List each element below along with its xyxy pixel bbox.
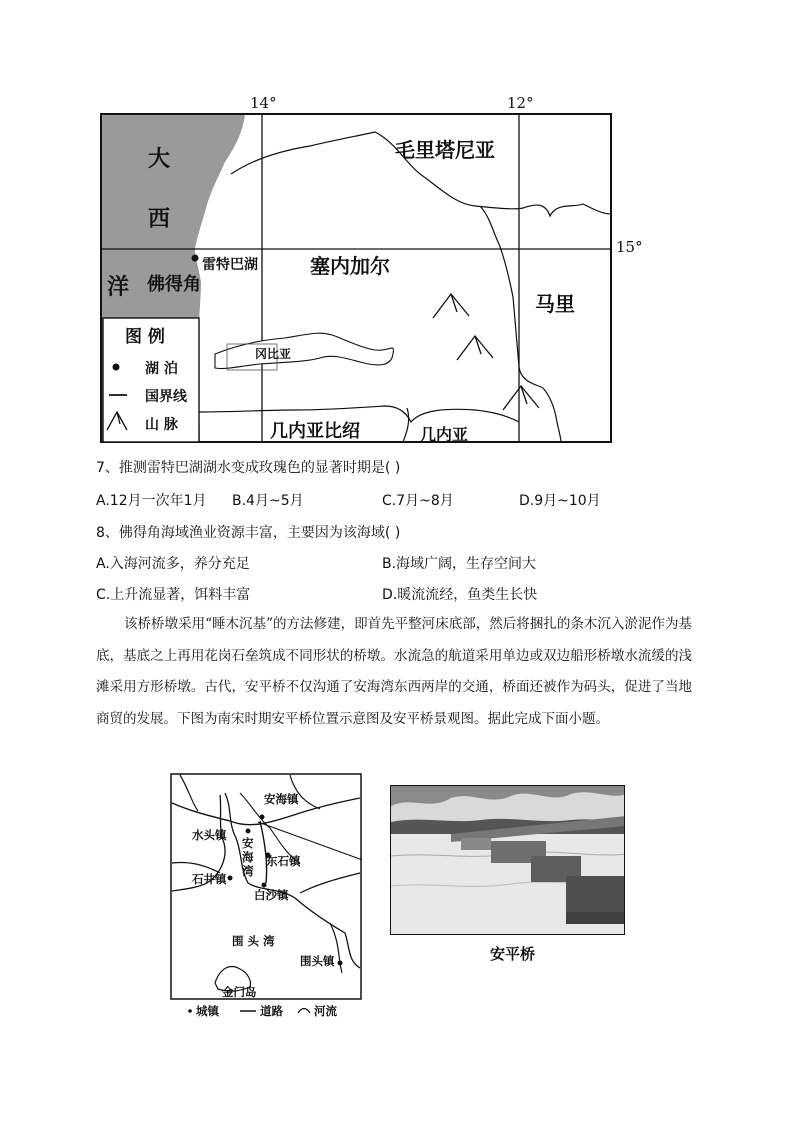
ocean-label-2: 西: [148, 206, 171, 232]
legend-title: 图 例: [125, 327, 165, 347]
question-8-stem: 8、佛得角海域渔业资源丰富，主要因为该海域( ): [96, 525, 401, 541]
town-shuitou: 水头镇: [192, 828, 227, 842]
bay-char-2: 海: [242, 850, 254, 864]
ocean-label-3: 洋: [107, 274, 130, 300]
passage-paragraph: 该桥桥墩采用“睡木沉基”的方法修建，即首先平整河床底部，然后将捆扎的条木沉入淤泥作为基底，基底之上再用花岗石垒筑成不同形状的桥墩。水流急的航道采用单边或双边船形桥墩水流缓的浅滩采用方形桥墩。古代，安平桥不仅沟通了安海湾东西两岸的交通，桥面还被作为码头，促进了当地商贸的发展。下图为南宋时期安平桥位置示意图及安平桥景观图。据此完成下面小题。: [96, 616, 692, 727]
town-anhai: 安海镇: [264, 792, 299, 806]
question-8-option-d: D.暖流流经，鱼类生长快: [382, 587, 538, 603]
lake-label: 雷特巴湖: [202, 257, 258, 273]
mauritania-label: 毛里塔尼亚: [395, 138, 495, 162]
bay-char-1: 安: [242, 836, 254, 850]
guinea-label: 几内亚: [420, 425, 469, 444]
legend-river: 河流: [314, 1004, 337, 1018]
question-7-stem: 7、推测雷特巴湖湖水变成玫瑰色的显著时期是( ): [96, 460, 401, 476]
legend-road: 道路: [260, 1004, 283, 1018]
guinea-bissau-label: 几内亚比绍: [270, 421, 360, 442]
mali-label: 马里: [535, 292, 575, 316]
latitude-15-label: 15°: [616, 238, 643, 256]
senegal-label: 塞内加尔: [310, 254, 390, 278]
photo-caption: 安平桥: [490, 945, 536, 963]
legend-mountain-label: 山 脉: [145, 417, 178, 433]
question-8-option-c: C.上升流显著，饵料丰富: [96, 587, 251, 603]
question-8-option-b: B.海域广阔，生存空间大: [382, 556, 537, 572]
cape-verde-label: 佛得角: [147, 274, 201, 295]
question-7-option-b: B.4月~5月: [232, 493, 304, 509]
bridge-photo-drawing: [391, 786, 625, 935]
ocean-label-1: 大: [148, 146, 171, 172]
question-8-option-a: A.入海河流多，养分充足: [96, 556, 250, 572]
map-anping-bridge: [170, 773, 362, 1023]
town-shijing: 石井镇: [192, 872, 227, 886]
legend-town: 城镇: [196, 1004, 219, 1018]
anping-bridge-photo: [390, 785, 625, 935]
town-dongshi: 东石镇: [266, 854, 301, 868]
gambia-label: 冈比亚: [255, 347, 292, 361]
longitude-12-label: 12°: [507, 94, 534, 112]
map-west-africa: [95, 92, 643, 447]
jinmen-island-label: 金门岛: [222, 985, 257, 999]
question-7-option-a: A.12月一次年1月: [96, 493, 207, 509]
town-weitou: 围头镇: [300, 954, 335, 968]
bay-char-3: 湾: [242, 864, 254, 878]
question-7-option-d: D.9月~10月: [519, 493, 601, 509]
legend-lake-label: 湖 泊: [145, 361, 178, 377]
weitou-bay-label: 围 头 湾: [232, 934, 275, 948]
longitude-14-label: 14°: [250, 94, 277, 112]
town-baisha: 白沙镇: [254, 888, 289, 902]
question-7-option-c: C.7月~8月: [382, 493, 454, 509]
legend-border-label: 国界线: [145, 389, 187, 405]
